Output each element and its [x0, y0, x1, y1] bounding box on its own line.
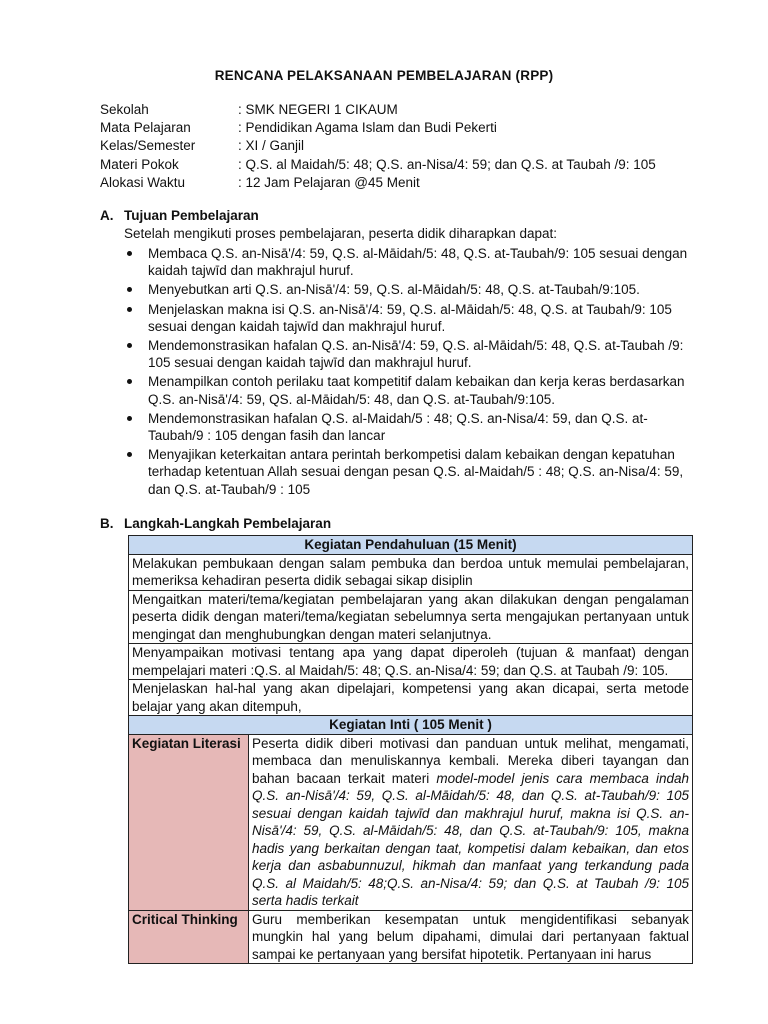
info-value: : 12 Jam Pelajaran @45 Menit — [238, 174, 420, 190]
pendahuluan-header: Kegiatan Pendahuluan (15 Menit) — [129, 536, 693, 555]
info-value: : XI / Ganjil — [238, 138, 305, 154]
section-a-intro: Setelah mengikuti proses pembelajaran, peserta didik diharapkan dapat: — [124, 226, 558, 241]
learning-objectives-list — [124, 245, 694, 500]
table-row — [129, 536, 693, 555]
literasi-text — [249, 734, 693, 910]
table-row — [129, 734, 693, 910]
list-item: Mendemonstrasikan hafalan Q.S. an-Nisā'/4: 59, Q.S. al-Māidah/5: 48, Q.S. at-Taubah /9: 105 sesuai dengan kaidah tajwīd dan makhrajul huruf. — [124, 337, 694, 371]
section-number: A. — [100, 208, 114, 223]
table-row — [129, 680, 693, 716]
section-number: B. — [100, 516, 114, 531]
info-label: Kelas/Semester — [100, 138, 196, 154]
critical-thinking-text: Guru memberikan kesempatan untuk mengidentifikasi sebanyak mungkin hal yang belum dipahami, dimulai dari pertanyaan faktual sampai ke pertanyaan yang bersifat hipotetik. Pertanyaan ini harus — [249, 910, 693, 964]
list-item: Mendemonstrasikan hafalan Q.S. al-Maidah/5 : 48; Q.S. an-Nisa/4: 59, dan Q.S. at-Taubah/9 : 105 dengan fasih dan lancar — [124, 410, 694, 444]
critical-thinking-label: Critical Thinking — [129, 910, 249, 964]
list-item: Menyajikan keterkaitan antara perintah berkompetisi dalam kebaikan dengan kepatuhan terhadap ketentuan Allah sesuai dengan pesan Q.S. al-Maidah/5 : 48; Q.S. an-Nisa/4: 59, dan Q.S. at-Taubah/9 : 105 — [124, 446, 694, 498]
section-a-heading — [100, 208, 259, 223]
literasi-text-italic: model-model jenis cara membaca indah Q.S. an-Nisā'/4: 59, Q.S. al-Māidah/5: 48, dan Q.S. at-Taubah/9: 105 sesuai dengan kaidah tajwīd dan makhrajul huruf, makna isi Q.S. an-Nisā'/4: 59, Q.S. al-Māidah/5: 48, dan Q.S. at-Taubah/9: 105, makna hadis yang berkaitan dengan taat, kompetisi dalam kebaikan, dan etos kerja dan asbabunnuzul, hikmah dan manfaat yang terkandung pada Q.S. al Maidah/5: 48;Q.S. an-Nisa/4: 59; dan Q.S. at Taubah /9: 105 serta hadis terkait — [252, 770, 690, 908]
info-value: : Pendidikan Agama Islam dan Budi Pekerti — [238, 120, 497, 136]
list-item: Membaca Q.S. an-Nisā'/4: 59, Q.S. al-Māidah/5: 48, Q.S. at-Taubah/9: 105 sesuai dengan kaidah tajwīd dan makhrajul huruf. — [124, 245, 694, 279]
info-label: Mata Pelajaran — [100, 120, 191, 136]
table-row — [129, 644, 693, 680]
document-title: RENCANA PELAKSANAAN PEMBELAJARAN (RPP) — [214, 68, 554, 83]
info-row-materi-pokok — [100, 156, 656, 174]
table-row — [129, 716, 693, 735]
info-label: Alokasi Waktu — [100, 174, 186, 190]
identity-block — [100, 101, 656, 192]
section-title: Tujuan Pembelajaran — [124, 208, 259, 223]
list-item: Menyebutkan arti Q.S. an-Nisā'/4: 59, Q.S. al-Māidah/5: 48, Q.S. at-Taubah/9:105. — [124, 281, 694, 298]
learning-steps-table — [128, 535, 693, 964]
list-item: Menjelaskan makna isi Q.S. an-Nisā'/4: 59, Q.S. al-Māidah/5: 48, Q.S. at Taubah/9: 105 sesuai dengan kaidah tajwīd dan makhrajul huruf. — [124, 301, 694, 335]
table-row — [129, 554, 693, 590]
info-row-kelas-semester — [100, 137, 656, 155]
table-row — [129, 590, 693, 644]
pendahuluan-row: Melakukan pembukaan dengan salam pembuka dan berdoa untuk memulai pembelajaran, memeriksa kehadiran peserta didik sebagai sikap disiplin — [129, 554, 693, 590]
pendahuluan-row: Menjelaskan hal-hal yang akan dipelajari, kompetensi yang akan dicapai, serta metode belajar yang akan ditempuh, — [129, 680, 693, 716]
list-item: Menampilkan contoh perilaku taat kompetitif dalam kebaikan dan kerja keras berdasarkan Q.S. an-Nisā'/4: 59, QS. al-Māidah/5: 48, dan Q.S. at-Taubah/9:105. — [124, 373, 694, 407]
info-row-sekolah — [100, 101, 656, 119]
info-value: : Q.S. al Maidah/5: 48; Q.S. an-Nisa/4: 59; dan Q.S. at Taubah /9: 105 — [238, 156, 656, 172]
pendahuluan-row: Mengaitkan materi/tema/kegiatan pembelajaran yang akan dilakukan dengan pengalaman peserta didik dengan materi/tema/kegiatan sebelumnya serta mengajukan pertanyaan untuk mengingat dan menghubungkan dengan materi selanjutnya. — [129, 590, 693, 644]
info-label: Materi Pokok — [100, 156, 179, 172]
info-label: Sekolah — [100, 102, 149, 117]
section-title: Langkah-Langkah Pembelajaran — [124, 516, 332, 531]
pendahuluan-row: Menyampaikan motivasi tentang apa yang dapat diperoleh (tujuan & manfaat) dengan mempelajari materi :Q.S. al Maidah/5: 48; Q.S. an-Nisa/4: 59; dan Q.S. at Taubah /9: 105. — [129, 644, 693, 680]
inti-header: Kegiatan Inti ( 105 Menit ) — [129, 716, 693, 735]
literasi-label: Kegiatan Literasi — [129, 734, 249, 910]
table-row — [129, 910, 693, 964]
info-row-alokasi-waktu — [100, 174, 656, 192]
info-value: : SMK NEGERI 1 CIKAUM — [238, 102, 398, 117]
section-b-heading — [100, 516, 331, 531]
literasi-text-plain: Peserta didik diberi motivasi dan panduan untuk melihat, mengamati, membaca dan menuliskannya kembali. Mereka diberi tayangan dan bahan bacaan terkait materi — [252, 735, 689, 786]
info-row-mata-pelajaran — [100, 119, 656, 137]
